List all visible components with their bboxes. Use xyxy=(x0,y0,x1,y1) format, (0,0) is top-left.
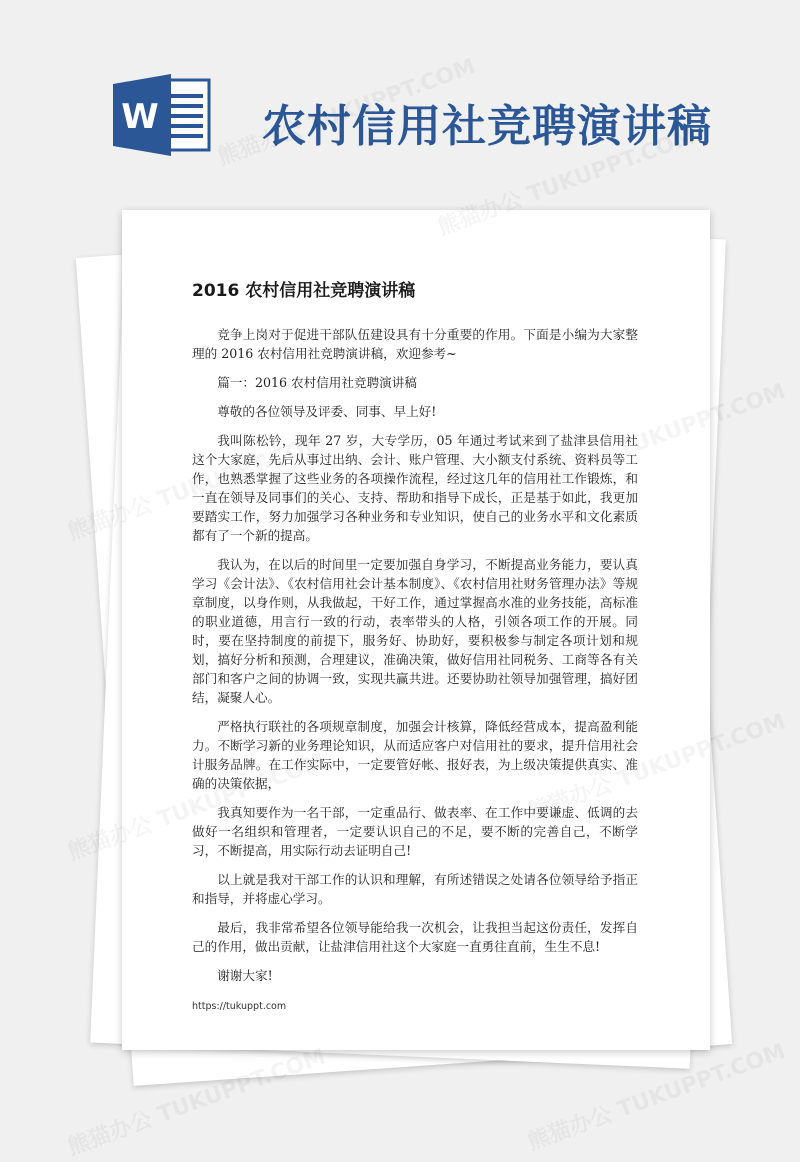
paragraph-summary: 以上就是我对干部工作的认识和理解，有所述错误之处请各位领导给予指正和指导，并将虚心学习。 xyxy=(192,872,638,906)
document-page xyxy=(122,210,710,1050)
document-body xyxy=(192,282,638,1016)
paragraph-closing: 最后，我非常希望各位领导能给我一次机会，让我担当起这份责任，发挥自己的作用，做出贡献，让盐津信用社这个大家庭一直勇往直前，生生不息! xyxy=(192,920,638,954)
footer-url: https://tukuppt.com xyxy=(192,1001,287,1012)
logo-letter: W xyxy=(121,97,159,137)
section-heading: 篇一：2016 农村信用社竞聘演讲稿 xyxy=(217,375,417,390)
paragraph-attitude: 我真知要作为一名干部，一定重品行、做表率、在工作中要谦虚、低调的去做好一名组织和管理者，一定要认识自己的不足，要不断的完善自己，不断学习，不断提高，用实际行动去证明自己! xyxy=(192,805,638,858)
document-title: 2016 农村信用社竞聘演讲稿 xyxy=(192,281,416,301)
paragraph-rules: 严格执行联社的各项规章制度，加强会计核算，降低经营成本，提高盈利能力。不断学习新的业务理论知识，从而适应客户对信用社的要求，提升信用社会计服务品牌。在工作实际中，一定要管好帐、报好表，为上级决策提供真实、准确的决策依据， xyxy=(192,719,638,791)
paragraph-greeting: 尊敬的各位领导及评委、同事、早上好! xyxy=(217,404,437,419)
paragraph-plan: 我认为，在以后的时间里一定要加强自身学习，不断提高业务能力，要认真学习《会计法》、《农村信用社会计基本制度》、《农村信用社财务管理办法》等规章制度，以身作则，从我做起，干好工作，通过掌握高水准的业务技能，高标准的职业道德，用言行一致的行动，表率带头的人格，引领各项工作的开展。同时，要在坚持制度的前提下，服务好、协助好，要积极参与制定各项计划和规划，搞好分析和预测，合理建议，准确决策，做好信用社同税务、工商等各有关部门和客户之间的协调一致，实现共赢共进。还要协助社领导加强管理，搞好团结，凝聚人心。 xyxy=(192,557,638,705)
paragraph-thanks: 谢谢大家! xyxy=(217,968,273,983)
word-logo-icon xyxy=(113,74,213,156)
banner-title: 农村信用社竞聘演讲稿 xyxy=(262,101,712,152)
paragraph-intro: 竞争上岗对于促进干部队伍建设具有十分重要的作用。下面是小编为大家整理的 2016 农村信用社竞聘演讲稿，欢迎参考~ xyxy=(192,327,638,361)
paragraph-self-intro: 我叫陈松钤，现年 27 岁，大专学历，05 年通过考试来到了盐津县信用社这个大家庭，先后从事过出纳、会计、账户管理、大小额支付系统、资料员等工作，也熟悉掌握了这些业务的各项操作流程，经过这几年的信用社工作锻炼，和一直在领导及同事们的关心、支持、帮助和指导下成长，正是基于如此，我更加要踏实工作，努力加强学习各种业务和专业知识，使自己的业务水平和文化素质都有了一个新的提高。 xyxy=(192,433,638,543)
